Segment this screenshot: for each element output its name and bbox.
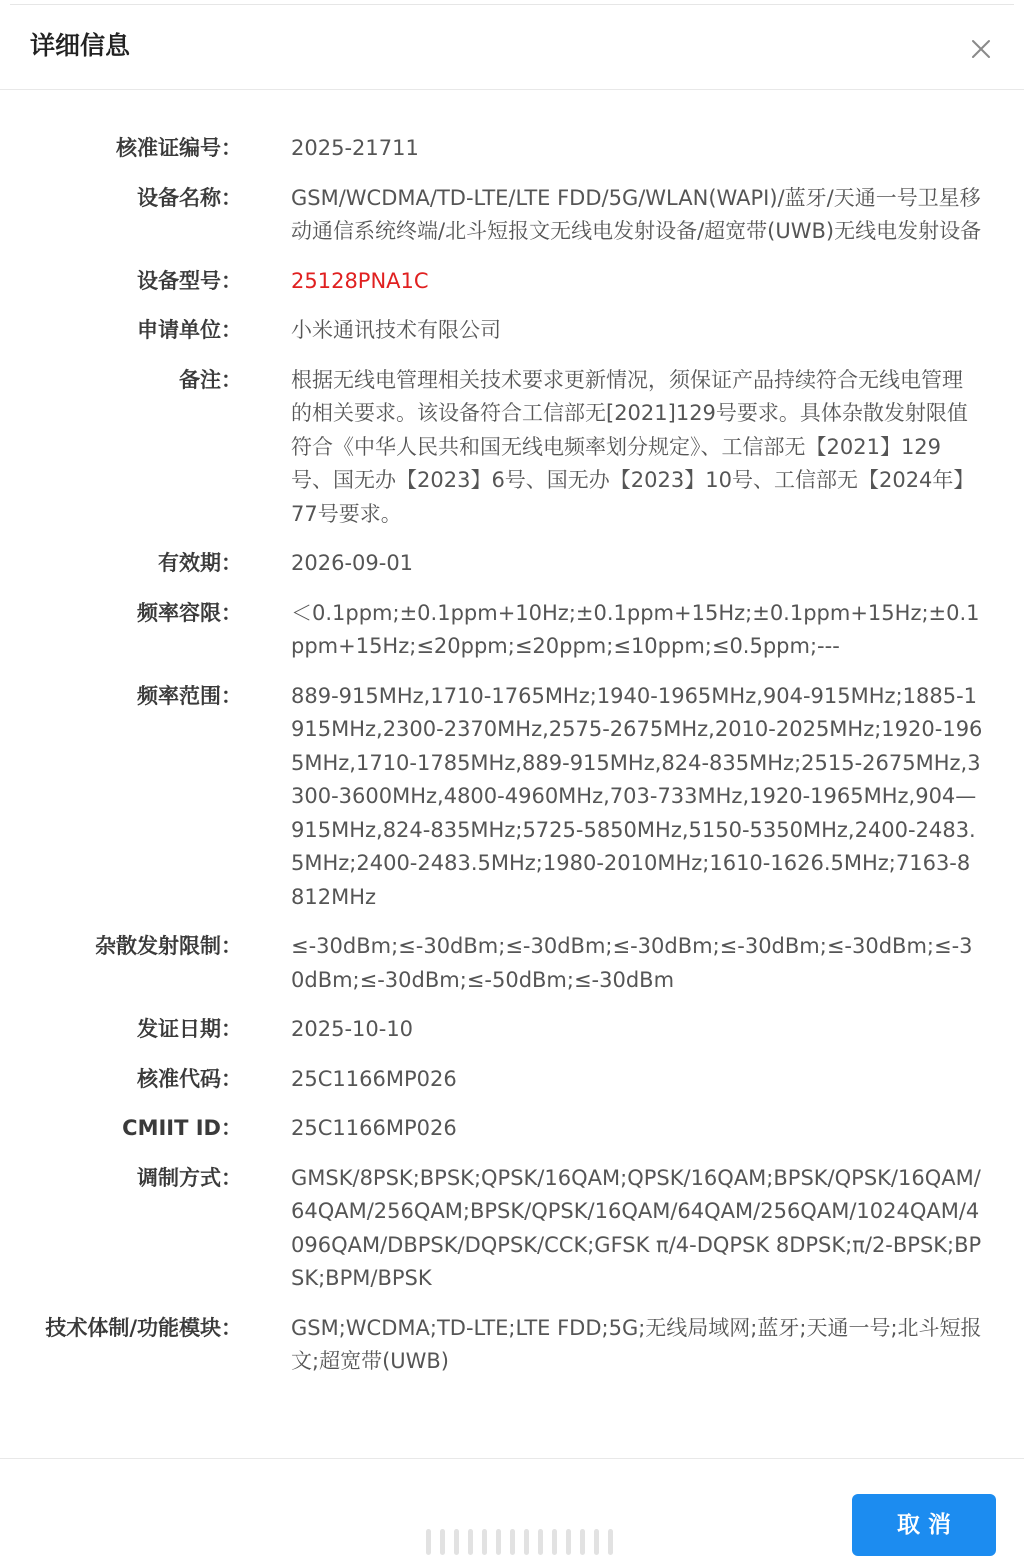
- dialog-footer: [0, 1458, 1024, 1566]
- close-icon[interactable]: [966, 34, 996, 64]
- detail-row-cmiit-id: [0, 1112, 1024, 1146]
- detail-label-frequency-tolerance: 频率容限：: [137, 600, 242, 625]
- detail-row-applicant: [0, 314, 1024, 348]
- detail-row-approval-number: [0, 132, 1024, 166]
- detail-label-approval-number: 核准证编号：: [116, 136, 242, 160]
- detail-label-validity: 有效期：: [158, 551, 242, 575]
- detail-value-remarks: 根据无线电管理相关技术要求更新情况，须保证产品持续符合无线电管理的相关要求。该设备符合工信部无[2021]129号要求。具体杂散发射限值符合《中华人民共和国无线电频率划分规定》、工信部无【2021】129号、国无办【2023】6号、国无办【2023】10号、工信部无【2024年】77号要求。: [291, 367, 975, 526]
- scroll-dot: [426, 1529, 431, 1555]
- detail-label-issue-date: 发证日期：: [137, 1017, 242, 1041]
- detail-label-device-name: 设备名称：: [137, 185, 242, 210]
- dialog-header: [0, 0, 1024, 90]
- scroll-dot: [440, 1529, 445, 1555]
- detail-value-modulation: GMSK/8PSK;BPSK;QPSK/16QAM;QPSK/16QAM;BPSK/QPSK/16QAM/64QAM/256QAM;BPSK/QPSK/16QAM/64QAM/256QAM/1024QAM/4096QAM/DBPSK/DQPSK/CCK;GFSK π/4-DQPSK 8DPSK;π/2-BPSK;BPSK;BPM/BPSK: [291, 1165, 982, 1290]
- detail-label-applicant: 申请单位：: [137, 318, 242, 342]
- scroll-dot: [566, 1529, 571, 1555]
- dialog-title: 详细信息: [30, 31, 131, 60]
- scroll-dot: [510, 1529, 515, 1555]
- detail-row-validity: [0, 547, 1024, 581]
- detail-row-modulation: [0, 1162, 1024, 1296]
- detail-label-cmiit-id: CMIIT ID：: [122, 1116, 242, 1140]
- close-icon-glyph: [966, 34, 996, 64]
- detail-value-device-name: GSM/WCDMA/TD-LTE/LTE FDD/5G/WLAN(WAPI)/蓝牙/天通一号卫星移动通信系统终端/北斗短报文无线电发射设备/超宽带(UWB)无线电发射设备: [291, 185, 982, 243]
- detail-value-frequency-range: 889-915MHz,1710-1765MHz;1940-1965MHz,904-915MHz;1885-1915MHz,2300-2370MHz,2575-2675MHz,2010-2025MHz;1920-1965MHz,1710-1785MHz,889-915MHz,824-835MHz;2515-2675MHz,3300-3600MHz,4800-4960MHz,703-733MHz,1920-1965MHz,904—915MHz,824-835MHz;5725-5850MHz,5150-5350MHz,2400-2483.5MHz;2400-2483.5MHz;1980-2010MHz;1610-1626.5MHz;7163-8812MHz: [291, 683, 983, 909]
- scroll-dot: [496, 1529, 501, 1555]
- detail-value-spurious-emission: ≤-30dBm;≤-30dBm;≤-30dBm;≤-30dBm;≤-30dBm;≤-30dBm;≤-30dBm;≤-30dBm;≤-50dBm;≤-30dBm: [291, 934, 973, 992]
- detail-label-device-model: 设备型号：: [137, 268, 242, 293]
- detail-row-approval-code: [0, 1063, 1024, 1097]
- scroll-dot: [468, 1529, 473, 1555]
- scroll-dot: [482, 1529, 487, 1555]
- scroll-dot: [608, 1529, 613, 1555]
- detail-row-remarks: [0, 364, 1024, 532]
- detail-value-device-model: 25128PNA1C: [291, 268, 429, 293]
- detail-label-remarks: 备注：: [179, 367, 242, 392]
- detail-value-issue-date: 2025-10-10: [291, 1017, 414, 1041]
- scroll-dot: [538, 1529, 543, 1555]
- detail-row-frequency-tolerance: [0, 597, 1024, 664]
- scroll-indicator: [426, 1529, 613, 1555]
- detail-row-spurious-emission: [0, 930, 1024, 997]
- detail-row-device-name: [0, 182, 1024, 249]
- detail-value-cmiit-id: 25C1166MP026: [291, 1116, 457, 1140]
- scroll-dot: [454, 1529, 459, 1555]
- detail-row-issue-date: [0, 1013, 1024, 1047]
- detail-label-modulation: 调制方式：: [137, 1165, 242, 1190]
- detail-value-approval-code: 25C1166MP026: [291, 1066, 457, 1091]
- scroll-dot: [524, 1529, 529, 1555]
- detail-list: [0, 132, 1024, 1395]
- detail-value-tech-module: GSM;WCDMA;TD-LTE;LTE FDD;5G;无线局域网;蓝牙;天通一号;北斗短报文;超宽带(UWB): [291, 1315, 982, 1373]
- detail-row-frequency-range: [0, 680, 1024, 915]
- detail-value-validity: 2026-09-01: [291, 551, 414, 575]
- scroll-dot: [594, 1529, 599, 1555]
- detail-row-device-model: [0, 265, 1024, 299]
- detail-label-tech-module: 技术体制/功能模块：: [45, 1315, 242, 1340]
- detail-value-frequency-tolerance: ＜0.1ppm;±0.1ppm+10Hz;±0.1ppm+15Hz;±0.1ppm+15Hz;±0.1ppm+15Hz;≤20ppm;≤20ppm;≤10ppm;≤0.5ppm;---: [291, 600, 980, 658]
- scroll-dot: [580, 1529, 585, 1555]
- cancel-button[interactable]: 取消: [852, 1494, 996, 1556]
- detail-value-approval-number: 2025-21711: [291, 136, 419, 160]
- scroll-dot: [552, 1529, 557, 1555]
- detail-row-tech-module: [0, 1312, 1024, 1379]
- detail-value-applicant: 小米通讯技术有限公司: [291, 318, 501, 342]
- detail-label-spurious-emission: 杂散发射限制：: [95, 934, 242, 958]
- detail-label-frequency-range: 频率范围：: [137, 683, 242, 708]
- detail-label-approval-code: 核准代码：: [137, 1066, 242, 1091]
